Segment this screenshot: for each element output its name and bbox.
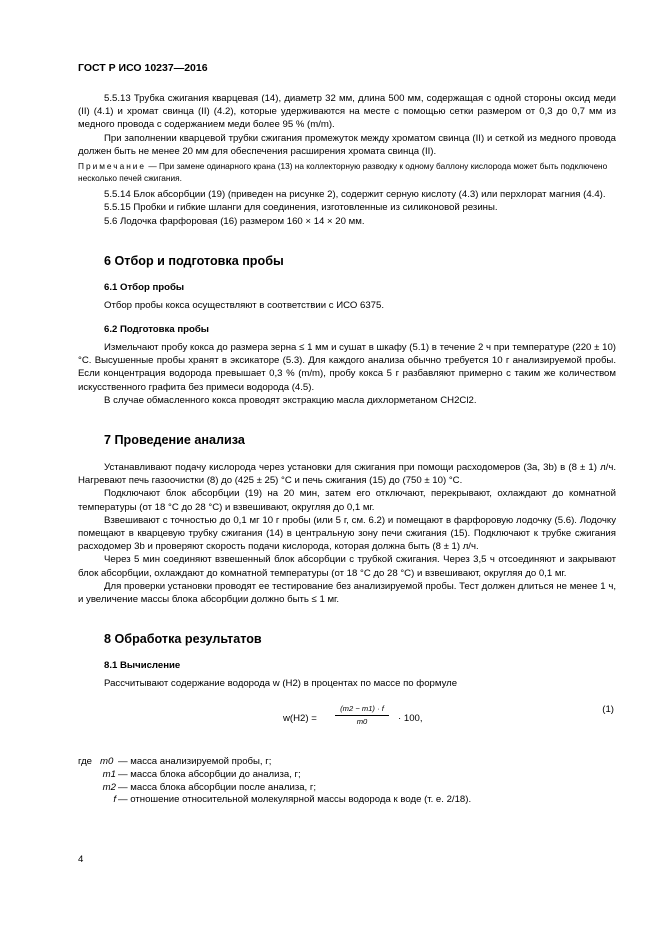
subsection-8-1-text: Рассчитывают содержание водорода w (H2) в процентах по массе по формуле — [104, 678, 458, 690]
section-7-para-3: Взвешивают с точностью до 0,1 мг 10 г пробы (или 5 г, см. 6.2) и помещают в фарфоровую лодочку (5.6). Лодочку помещают в кварцевую трубку сжигания (14) в центральную зону печи сжигания (15). Подключают к трубке сжигания расходомер 3b и проверяют скорость подачи кислорода, которая должна быть (8 ± 1) л/ч. — [78, 514, 616, 553]
definition-row — [78, 794, 616, 807]
definition-symbol: f — [113, 794, 116, 806]
subsection-6-1-title: 6.1 Отбор пробы — [104, 281, 185, 293]
section-7-para-5: Для проверки установки проводят ее тестирование без анализируемой пробы. Тест должен длиться не менее 1 ч, и увеличение массы блока абсорбции должно быть ≤ 1 мг. — [78, 580, 616, 606]
document-page — [78, 62, 616, 807]
formula-number: (1) — [602, 704, 614, 716]
subsection-6-1-text: Отбор пробы кокса осуществляют в соответствии с ИСО 6375. — [104, 299, 385, 311]
section-7-para-4: Через 5 мин соединяют взвешенный блок абсорбции с трубкой сжигания. Через 3,5 ч отсоединяют и закрывают блок абсорбции, охлаждают до комнатной температуры (от 18 °С до 28 °С) и взвешивают, округляя до 0,1 мг. — [78, 554, 616, 579]
formula-lhs: w(H2) = — [283, 713, 317, 725]
clause-5-5-14: 5.5.14 Блок абсорбции (19) (приведен на рисунке 2), содержит серную кислоту (4.3) или перхлорат магния (4.4). — [104, 189, 606, 201]
section-8-title: 8 Обработка результатов — [104, 632, 262, 647]
note — [78, 161, 616, 184]
clause-5-6: 5.6 Лодочка фарфоровая (16) размером 160 × 14 × 20 мм. — [104, 215, 365, 227]
section-6-title: 6 Отбор и подготовка пробы — [104, 253, 284, 268]
formula-denominator: m0 — [356, 717, 368, 727]
formula-fraction — [335, 704, 389, 726]
standard-header: ГОСТ Р ИСО 10237—2016 — [78, 62, 208, 74]
page-number: 4 — [78, 854, 84, 865]
definition-symbol: m0 — [100, 756, 114, 768]
formula-numerator: (m2 − m1) · f — [335, 704, 389, 716]
subsection-6-2-title: 6.2 Подготовка пробы — [104, 324, 209, 336]
subsection-6-2-text: Измельчают пробу кокса до размера зерна ≤ 1 мм и сушат в шкафу (5.1) в течение 2 ч при температуре (220 ± 10) °С. Высушенные пробы хранят в эксикаторе (5.3). Для каждого анализа обычно требуется 10 г анализируемой пробы. Если концентрация водорода превышает 0,3 % (m/m), пробу кокса 5 г разбавляют примерно с таким же количеством искусственного графита без примеси водорода (4.5). — [78, 342, 616, 393]
definition-text: — отношение относительной молекулярной массы водорода к воде (т. е. 2/18). — [118, 794, 472, 806]
clause-5-5-13-continued: При заполнении кварцевой трубки сжигания промежуток между хроматом свинца (II) и сеткой из медного провода должен быть не менее 20 мм для обеспечения расширения хромата свинца (II). — [78, 132, 616, 157]
note-label: Примечание — [78, 161, 147, 172]
subsection-8-1-title: 8.1 Вычисление — [104, 660, 181, 672]
clause-5-5-13: 5.5.13 Трубка сжигания кварцевая (14), диаметр 32 мм, длина 500 мм, содержащая с одной стороны оксид меди (II) (4.1) и хромат свинца (II) (4.2), которые удерживаются на месте с помощью сетки размером от 0,3 до 0,7 мм из медного провода с содержанием меди более 95 % (m/m). — [78, 93, 616, 131]
section-7-para-2: Подключают блок абсорбции (19) на 20 мин, затем его отключают, перекрывают, охлаждают до комнатной температуры (от 18 °С до 28 °С) и взвешивают, округляя до 0,1 мг. — [78, 488, 616, 513]
where-word: где — [78, 756, 93, 768]
definition-text: — масса блока абсорбции после анализа, г; — [118, 781, 317, 793]
definition-symbol: m1 — [102, 769, 116, 781]
definition-symbol: m2 — [102, 781, 116, 793]
clause-5-5-15: 5.5.15 Пробки и гибкие шланги для соединения, изготовленные из силиконовой резины. — [104, 202, 498, 214]
definition-text: — масса анализируемой пробы, г; — [118, 756, 272, 768]
definition-text: — масса блока абсорбции до анализа, г; — [118, 769, 301, 781]
definition-row — [78, 769, 616, 782]
formula-1 — [78, 702, 616, 742]
section-7-para-1: Устанавливают подачу кислорода через установки для сжигания при помощи расходомеров (3а, 3b) в (8 ± 1) л/ч. Нагревают печь газоочистки (8) до (425 ± 25) °С и печь сжигания (15) до (750 ± 10) °С. — [78, 462, 616, 487]
symbol-definitions — [78, 756, 616, 806]
subsection-6-2-extraction: В случае обмасленного кокса проводят экстракцию масла дихлорметаном CH2Cl2. — [104, 394, 477, 406]
definition-row — [78, 756, 616, 769]
formula-rhs: · 100, — [398, 713, 423, 725]
definition-row — [78, 782, 616, 795]
note-text: — При замене одинарного крана (13) на коллекторную разводку к одному баллону кислорода может быть подключено несколько печей сжигания. — [78, 161, 608, 183]
section-7-title: 7 Проведение анализа — [104, 433, 245, 448]
